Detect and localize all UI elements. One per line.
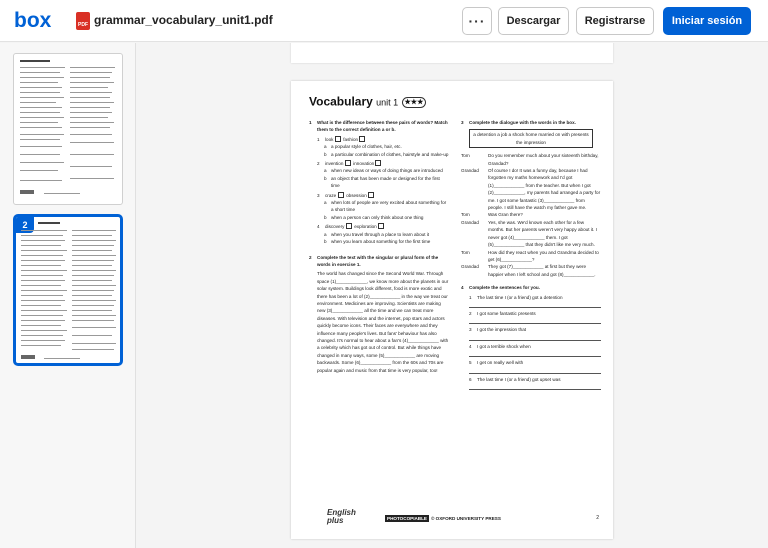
app-header [0,0,768,42]
dialogue-text: Yes, she was. We'd known each other for a few months. But her parents weren't very happy about it. I never got (4)____________ them. I got (5)____________ that they didn't like me very much. [488,219,597,248]
english-plus-logo: English plus [327,508,356,525]
definition-b: when a person can only think about one thing [331,214,424,220]
exercise-instruction: Complete the text with the singular or plural form of the words in exercise 1. [317,254,439,267]
sentence-start: I got a terrible shock when [477,343,531,349]
word-1: craze [325,192,337,198]
pair-1 [309,136,449,158]
word-box: a detention a job a shock home married on with presents the impression [469,129,593,148]
sentence-start: I got the impression that [477,327,527,333]
dialogue-line [461,263,601,278]
word-1: invention [325,161,344,167]
definition-b: when you learn about something for the first time [331,239,431,245]
definition-b: an object that has been made or designed for the first time [331,175,440,189]
definition-a: a popular style of clothes, hair, etc. [331,144,402,150]
pair-number: 2 [317,161,320,167]
definition-a: when you travel through a place to learn about it [331,231,430,237]
sentence-item [461,359,601,373]
page-thumbnail-1[interactable] [13,53,123,205]
page-number-badge: 2 [16,217,34,233]
option-a-letter: a [324,200,327,206]
exercise-1-heading [309,119,449,134]
exercise-number: 4 [461,285,464,291]
speaker: Tom [461,153,470,159]
speaker: Grandad [461,168,479,174]
item-number: 1 [469,294,472,300]
right-column [461,119,601,392]
more-options-button[interactable]: ··· [462,7,492,35]
option-b-letter: b [324,214,327,220]
word-1: discovery [325,224,345,230]
photocopiable-label: PHOTOCOPIABLE [387,516,427,521]
definition-b: a particular combination of clothes, hairstyle and make-up [331,151,449,157]
sentence-start: I get on really well with [477,360,524,366]
item-number: 2 [469,310,472,316]
answer-line [469,367,601,374]
word-2: exploration [354,224,377,230]
dialogue-text: Of course I do! It was a funny day, because I had forgotten my maths homework and I'd got (1)____________ from the teacher. But when I got (2)____________, my parents had arranged a party for me. I got some fantastic (3)____________ from people. I still have the watch my father gave me. [488,168,601,211]
page-title [309,94,426,109]
item-number: 3 [469,327,472,333]
sentence-item [461,294,601,308]
dialogue-text: Do you remember much about your sixteenth birthday, Grandad? [488,153,599,166]
answer-box [346,223,352,229]
page-thumbnail-2[interactable] [13,214,123,366]
pair-number: 4 [317,224,320,230]
publisher: © OXFORD UNIVERSITY PRESS [431,516,501,521]
previous-page-bottom [291,43,613,63]
dialogue-text: Was Gran there? [488,212,523,218]
sentence-item [461,326,601,340]
word-2: fashion [343,136,359,142]
exercise-3-heading [461,119,601,126]
exercise-instruction: Complete the dialogue with the words in the box. [469,120,576,125]
left-column [309,119,449,374]
item-number: 5 [469,360,472,366]
option-b-letter: b [324,175,327,181]
exercise-number: 1 [309,120,312,125]
pair-number: 1 [317,136,320,142]
page-thumbnails-sidebar [0,43,136,548]
sentence-item [461,343,601,357]
answer-box [345,160,351,166]
dialogue-line [461,219,601,249]
answer-line [469,317,601,324]
exercise-number: 2 [309,254,312,260]
answer-line [469,334,601,341]
dialogue-line [461,249,601,264]
dialogue-text: They got (7)____________ at first but they were happier when I left school and got (8)____________. [488,264,596,277]
sentence-start: The last time I (or a friend) got upset was [477,376,561,382]
word-2: innovation [353,161,375,167]
pair-3 [309,192,449,222]
answer-box [378,223,384,229]
answer-box [359,136,365,142]
answer-line [469,301,601,308]
exercise-instruction: What is the difference between these pairs of words? Match them to the correct definition a or b. [317,120,448,133]
exercise-instruction: Complete the sentences for you. [469,285,540,291]
unit-label: unit 1 [376,97,399,108]
answer-box [368,192,374,198]
box-logo-text: box [14,9,52,31]
speaker: Tom [461,212,470,218]
title-text: Vocabulary [309,94,373,109]
exercise-2-heading [309,254,449,269]
option-a-letter: a [324,231,327,237]
pair-number: 3 [317,192,320,198]
option-a-letter: a [324,168,327,174]
document-page-2 [291,81,613,539]
speaker: Tom [461,249,470,255]
pair-4 [309,223,449,245]
download-button[interactable]: Descargar [498,7,569,35]
page-number: 2 [596,515,599,521]
definition-a: when new ideas or ways of doing things are introduced [331,168,443,174]
login-button[interactable]: Iniciar sesión [663,7,751,35]
item-number: 4 [469,343,472,349]
sentence-item [461,376,601,390]
difficulty-stars: ★★★ [402,97,427,108]
signup-button[interactable]: Registrarse [576,7,654,35]
exercise-number: 3 [461,120,464,125]
page-footer [309,509,599,527]
pdf-icon [76,12,90,30]
speaker: Grandad [461,219,479,225]
pair-2 [309,160,449,190]
answer-box [338,192,344,198]
word-2: obsession [346,192,367,198]
dialogue-line [461,211,601,218]
dialogue-line [461,167,601,211]
dialogue-text: How did they react when you and Grandma decided to get (6)____________? [488,249,599,262]
answer-line [469,383,601,390]
box-logo[interactable] [14,9,58,31]
answer-line [469,350,601,357]
answer-box [375,160,381,166]
definition-a: when lots of people are very excited about something for a short time [331,200,447,213]
pdf-icon-label: PDF [78,22,88,28]
option-a-letter: a [324,144,327,150]
dialogue-line [461,152,601,167]
sentence-start: I got some fantastic presents [477,310,536,316]
sentence-item [461,310,601,324]
exercise-2-text: The world has changed since the Second World War. Through space (1)____________, we know more about the planets in our solar system. Buildings look different, food is more exotic and there has been a lot of (2)____________ in the way we treat our environment. Medicines are improving. Scientists are making new (3)____________ all the time and we can treat more diseases. With television and the internet, pop stars and actors quickly become icons. Their faces are everywhere and they influence many people's lives. But fans' behaviour has also changed. It's normal to hear about a fan's (4)____________ with a celebrity which has got out of control. But while things have changed in many ways, some (5)____________ are moving backwards. Some (6)____________ from the 60s and 70s are popular again and music from that time is very popular, too! [317,271,449,373]
word-1: look [325,136,334,142]
copyright-notice [385,515,501,522]
option-b-letter: b [324,151,327,157]
file-name: grammar_vocabulary_unit1.pdf [94,13,273,27]
exercise-4-heading [461,284,601,291]
answer-box [335,136,341,142]
item-number: 6 [469,376,472,382]
option-b-letter: b [324,239,327,245]
document-viewer[interactable] [137,43,768,548]
sentence-start: The last time I (or a friend) got a detention [477,294,563,300]
speaker: Grandad [461,264,479,270]
